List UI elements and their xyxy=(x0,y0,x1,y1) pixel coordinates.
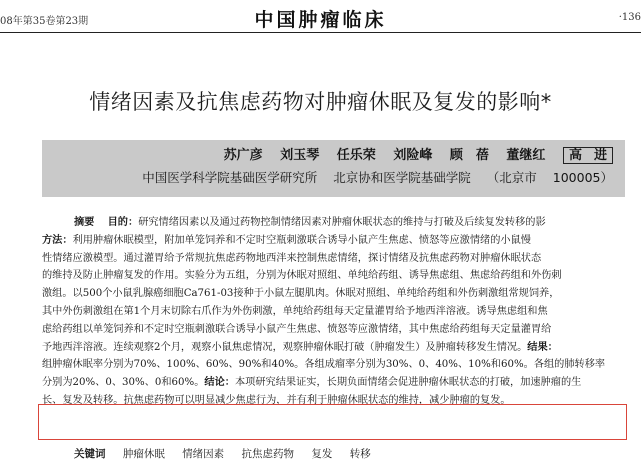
abstract-line: 激组。以500个小鼠乳腺癌细胞Ca761-03接种于小鼠左腿肌肉。休眠对照组、单纯给药组和外伤刺激组常规饲养， xyxy=(42,288,560,300)
keyword: 情绪因素 xyxy=(182,448,225,460)
conclusion-label: 结论： xyxy=(204,377,235,389)
abstract-line: 长、复发及转移。抗焦虑药物可以明显减少焦虑行为，并有利于肿瘤休眠状态的维持，减少肿瘤的复发。 xyxy=(42,394,511,406)
abstract-line: 本项研究结果证实，长期负面情绪会促进肿瘤休眠状态的打破，加速肿瘤的生 xyxy=(234,377,582,389)
keyword: 转移 xyxy=(349,448,371,460)
affiliation-city: （北京市 xyxy=(486,170,537,185)
author: 任乐荣 xyxy=(336,148,376,163)
author: 顾 xyxy=(449,148,463,163)
abstract-line: 性情绪应激模型。通过灌胃给予常规抗焦虑药物地西泮来控制焦虑情绪，探讨情绪及抗焦虑药物对肿瘤休眠状态 xyxy=(42,252,542,264)
keyword: 抗焦虑药物 xyxy=(241,448,295,460)
author: 蓓 xyxy=(475,148,489,163)
page-number: ·136 xyxy=(618,12,641,23)
affiliation xyxy=(130,168,613,186)
journal-issue: 08年第35卷第23期 xyxy=(0,16,89,27)
affiliation-school: 北京协和医学院基础学院 xyxy=(333,170,471,185)
abstract-label: 摘要 xyxy=(74,217,95,228)
abstract-line: 分别为20%、0、30%、0和60%。 xyxy=(42,377,205,389)
abstract-line: 虑给药组以单笼饲养和不定时空瓶刺激联合诱导小鼠产生焦虑、愤怒等应激情绪，其中焦虑给药组每天定量灌胃给 xyxy=(42,323,552,335)
author: 苏广彦 xyxy=(223,148,263,163)
methods-label: 方法： xyxy=(42,234,73,246)
abstract-line: 予地西泮溶液。连续观察2个月，观察小鼠焦虑情况，观察肿瘤休眠打破（肿瘤发生）及肿瘤转移发生情况。 xyxy=(42,341,528,353)
author: 刘险峰 xyxy=(393,148,433,163)
highlight-box xyxy=(38,404,627,440)
aim-label: 目的： xyxy=(107,217,139,228)
abstract-line: 利用肿瘤休眠模型，附加单笼饲养和不定时空瓶刺激联合诱导小鼠产生焦虑、愤怒等应激情绪的小鼠慢 xyxy=(72,234,531,246)
affiliation-institute: 中国医学科学院基础医学研究所 xyxy=(142,170,318,185)
keyword: 肿瘤休眠 xyxy=(122,448,165,460)
author: 董继红 xyxy=(506,148,546,163)
abstract xyxy=(42,214,626,410)
journal-name: 中国肿瘤临床 xyxy=(254,9,387,31)
keywords xyxy=(42,446,385,461)
keyword: 复发 xyxy=(311,448,333,460)
abstract-line: 组肿瘤休眠率分别为70%、100%、60%、90%和40%。各组成瘤率分别为30%、0、40%、10%和60%。各组的肺转移率 xyxy=(42,359,606,371)
keywords-label: 关键词 xyxy=(74,448,106,460)
abstract-line: 的维持及防止肿瘤复发的作用。实验分为五组，分别为休眠对照组、单纯给药组、诱导焦虑组、焦虑给药组和外伤刺 xyxy=(42,270,562,282)
byline-box xyxy=(42,140,625,197)
author: 刘玉琴 xyxy=(280,148,320,163)
author-boxed: 高 进 xyxy=(563,147,613,164)
affiliation-postcode: 100005） xyxy=(552,170,613,185)
author-list xyxy=(211,144,613,163)
paper-title: 情绪因素及抗焦虑药物对肿瘤休眠及复发的影响* xyxy=(89,90,552,114)
abstract-line: 其中外伤刺激组在第1个月末切除右爪作为外伤刺激，单纯给药组每天定量灌胃给予地西泮溶液。诱导焦虑组和焦 xyxy=(42,305,548,317)
header-rule xyxy=(0,32,641,33)
results-label: 结果： xyxy=(527,341,558,353)
abstract-line: 研究情绪因素以及通过药物控制情绪因素对肿瘤休眠状态的维持与打破及后续复发转移的影 xyxy=(138,217,546,228)
running-head xyxy=(0,0,641,34)
